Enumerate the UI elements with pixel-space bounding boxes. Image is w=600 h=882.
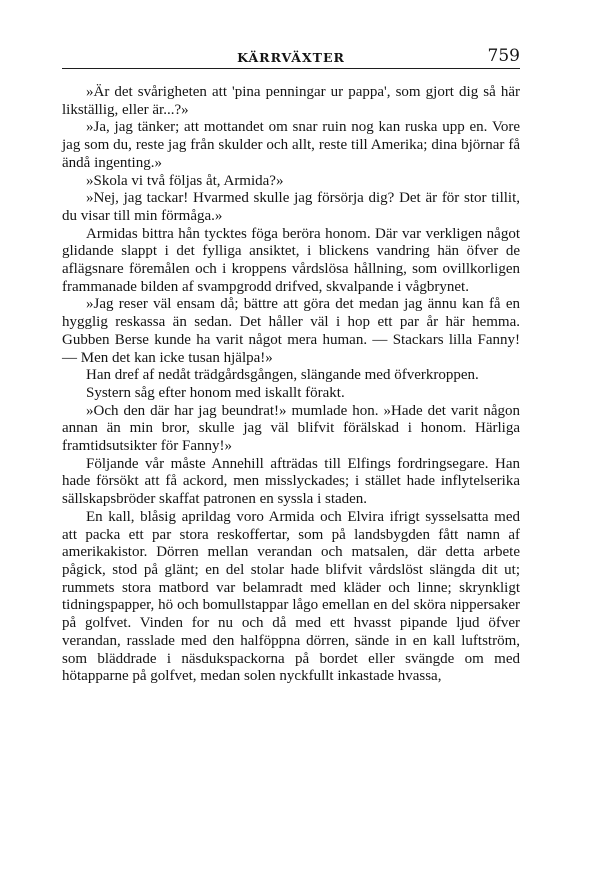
paragraph: »Skola vi två följas åt, Armida?» bbox=[86, 172, 284, 189]
paragraph: Han dref af nedåt trädgårdsgången, slängande med öfverkroppen. bbox=[86, 367, 479, 384]
page-header bbox=[62, 46, 520, 68]
paragraph: Armidas bittra hån tycktes föga beröra honom. Där var verkligen något glidande slappt i det fylliga ansiktet, i blickens vandring hän öfver de aflägsnare föremålen och i kroppens vårdslösa hållning, som ovillkorligen frammanade bilden af svampgrodd drifved, skvalpande i vågbrynet. bbox=[62, 225, 520, 295]
paragraph: »Och den där har jag beundrat!» mumlade hon. »Hade det varit någon annan än min bror, skulle jag väl blifvit förälskad i honom. Härliga framtidsutsikter för Fanny!» bbox=[62, 402, 520, 455]
paragraph: »Är det svårigheten att 'pina penningar ur pappa', som gjort dig så här likställig, eller är...?» bbox=[62, 84, 520, 118]
paragraph: Systern såg efter honom med iskallt förakt. bbox=[86, 384, 345, 401]
paragraph: Följande vår måste Annehill afträdas till Elfings fordringsegare. Han hade försökt att få ackord, men misslyckades; i stället hade inflytelserika sällskapsbröder skaffat patronen en syssla i staden. bbox=[62, 455, 520, 508]
paragraph: »Ja, jag tänker; att mottandet om snar ruin nog kan ruska upp en. Vore jag som du, reste jag från skulder och allt, reste till Amerika; dina björnar få ändå ingenting.» bbox=[62, 119, 520, 171]
running-title: KÄRRVÄXTER bbox=[237, 50, 345, 65]
paragraph: »Nej, jag tackar! Hvarmed skulle jag försörja dig? Det är för stor tillit, du visar till min förmåga.» bbox=[62, 190, 520, 224]
header-rule bbox=[62, 68, 520, 69]
paragraph: En kall, blåsig aprildag voro Armida och Elvira ifrigt sysselsatta med att packa ett par stora reskoffertar, som på landsbygden fått namn af amerikakistor. Dörren mellan verandan och matsalen, där detta arbete pågick, stod på glänt; en del stolar hade blifvit vårdslöst slängda dit ut; rummets stora matbord var belamradt med kläder och linne; skrynkligt tidningspapper, hö och bomullstappar lågo emellan en del sköra nippersaker på golfvet. Vinden for nu och då med ett hvasst pipande ljud öfver verandan, rasslade med den halföppna dörren, sände in en kall luftström, som bläddrade i näsdukspackorna på bordet eller svängde om med hötapparne på golfvet, medan solen nyckfullt inkastade hvassa, bbox=[62, 508, 520, 685]
paragraph: »Jag reser väl ensam då; bättre att göra det medan jag ännu kan få en hygglig reskassa än sedan. Det håller väl i hop ett par år här hemma. Gubben Berse kunde ha varit något mera human. — Stackars lilla Fanny! — Men det kan icke tusan hjälpa!» bbox=[62, 296, 520, 366]
page-number: 759 bbox=[487, 46, 520, 66]
body-text bbox=[62, 84, 520, 686]
